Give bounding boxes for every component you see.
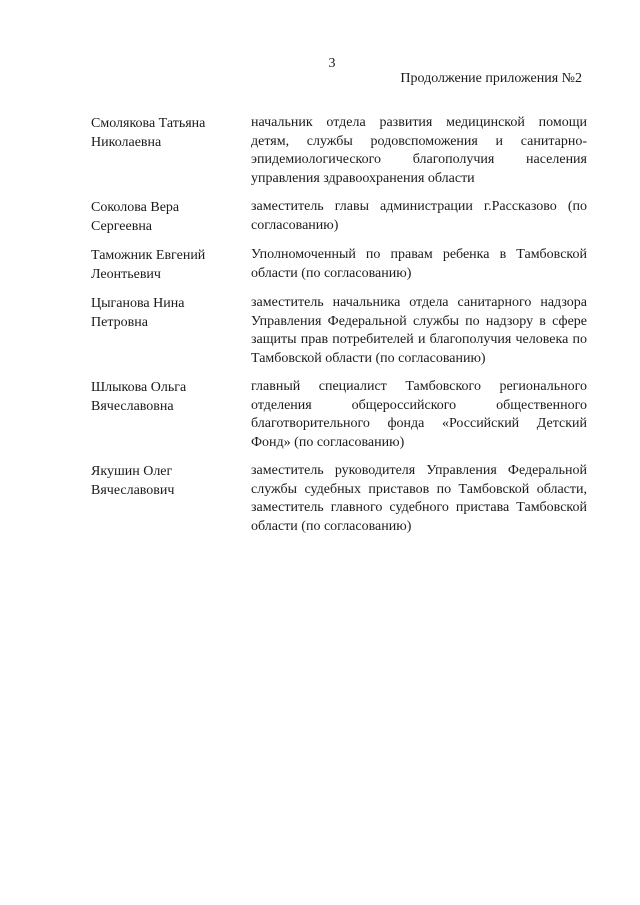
member-row <box>91 246 587 284</box>
member-name-line1: Смолякова Татьяна <box>91 116 206 131</box>
member-name-line1: Соколова Вера <box>91 200 180 215</box>
member-position: главный специалист Тамбовского регионального отделения общероссийского общественного благотворительного фонда «Российский Детский Фонд» (по согласованию) <box>251 379 587 450</box>
member-name <box>91 246 251 284</box>
member-name-line2: Вячеславович <box>91 483 175 498</box>
members-list <box>91 114 587 546</box>
member-position: заместитель руководителя Управления Федеральной службы судебных приставов по Тамбовской области, заместитель главного судебного пристава Тамбовской области (по согласованию) <box>251 463 587 534</box>
member-name-line2: Николаевна <box>91 135 162 150</box>
member-name-line2: Петровна <box>91 315 148 330</box>
member-name <box>91 378 251 452</box>
member-position: заместитель начальника отдела санитарного надзора Управления Федеральной службы по надзору в сфере защиты прав потребителей и благополучия человека по Тамбовской области (по согласованию) <box>251 295 587 366</box>
member-position: Уполномоченный по правам ребенка в Тамбовской области (по согласованию) <box>251 247 587 281</box>
member-name-line1: Якушин Олег <box>91 464 173 479</box>
member-row <box>91 294 587 368</box>
member-name <box>91 462 251 536</box>
member-name-line1: Шлыкова Ольга <box>91 380 187 395</box>
member-name <box>91 114 251 188</box>
member-row <box>91 198 587 236</box>
member-position: начальник отдела развития медицинской помощи детям, службы родовспоможения и санитарно-эпидемиологического благополучия населения управления здравоохранения области <box>251 115 587 186</box>
continuation-label: Продолжение приложения №2 <box>400 71 582 86</box>
member-name-line1: Цыганова Нина <box>91 296 185 311</box>
member-name <box>91 294 251 368</box>
member-name <box>91 198 251 236</box>
member-name-line2: Сергеевна <box>91 219 153 234</box>
member-row <box>91 462 587 536</box>
member-position: заместитель главы администрации г.Рассказово (по согласованию) <box>251 199 587 233</box>
member-name-line2: Леонтьевич <box>91 267 161 282</box>
page-number: 3 <box>328 56 336 71</box>
member-row <box>91 378 587 452</box>
member-name-line1: Таможник Евгений <box>91 248 206 263</box>
member-name-line2: Вячеславовна <box>91 399 174 414</box>
member-row <box>91 114 587 188</box>
